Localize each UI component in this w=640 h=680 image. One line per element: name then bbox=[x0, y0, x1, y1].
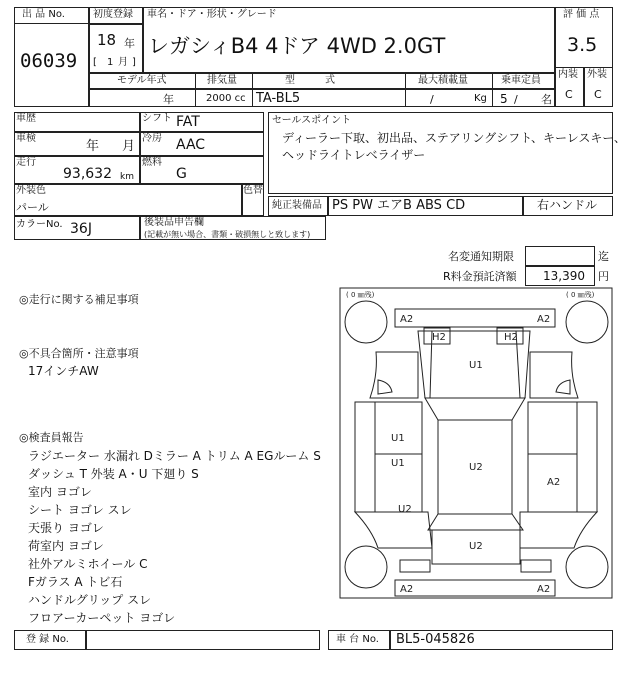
lot-number: 06039 bbox=[20, 50, 78, 72]
rear-fender-right bbox=[520, 512, 597, 548]
exterior-value: C bbox=[594, 88, 602, 101]
shaken-month-unit: 月 bbox=[122, 139, 136, 154]
mirror-right bbox=[556, 380, 570, 394]
mileage-unit: km bbox=[120, 172, 134, 182]
inspector-line: 天張り ヨゴレ bbox=[28, 521, 104, 535]
ac-label: 冷房 bbox=[142, 133, 162, 144]
damage-mark: U2 bbox=[469, 541, 483, 552]
first-reg-year-unit: 年 bbox=[124, 37, 135, 50]
shaken-label: 車検 bbox=[16, 133, 36, 144]
sales-points-label: セールスポイント bbox=[272, 115, 352, 126]
history-label: 車歴 bbox=[16, 113, 36, 124]
damage-mark: H2 bbox=[504, 332, 518, 343]
grade-label: 評 価 点 bbox=[563, 9, 600, 20]
defects-line: 17インチAW bbox=[28, 364, 99, 378]
tire-left-label: ( 0 ㎜残) bbox=[346, 291, 375, 299]
wheel-rear-left bbox=[345, 546, 387, 588]
exterior-label: 外装 bbox=[587, 69, 607, 80]
inspector-line: ダッシュ T 外装 A・U 下廻り S bbox=[28, 467, 199, 481]
load-unit: Kg bbox=[474, 93, 487, 104]
chassis-label: 車 台 No. bbox=[336, 634, 379, 645]
inspector-line: 荷室内 ヨゴレ bbox=[28, 539, 104, 553]
first-reg-month-unit: 月 bbox=[118, 57, 128, 68]
sales-points-line-2: ヘッドライトレベライザー bbox=[282, 148, 426, 162]
color-change-label: 色替 bbox=[243, 185, 263, 196]
damage-mark: U1 bbox=[391, 458, 405, 469]
deadline-label: 名変通知期限 bbox=[448, 250, 514, 263]
displacement-label: 排気量 bbox=[207, 75, 237, 86]
sales-points-line-1: ディーラー下取、初出品、ステアリングシフト、キーレスキー、 bbox=[282, 131, 626, 145]
taillight-right bbox=[521, 560, 551, 572]
damage-mark: U1 bbox=[391, 433, 405, 444]
model-year-label: モデル年式 bbox=[117, 75, 167, 86]
capacity-separator: / bbox=[514, 93, 518, 106]
aftermarket-note: (記載が無い場合、書類・破損無しと致します) bbox=[144, 230, 311, 239]
chassis-value: BL5-045826 bbox=[396, 632, 475, 647]
windshield bbox=[425, 398, 525, 420]
capacity-value: 5 bbox=[500, 92, 508, 106]
damage-mark: A2 bbox=[547, 477, 561, 488]
body-left-side bbox=[355, 402, 375, 512]
shift-label: シフト bbox=[142, 113, 172, 124]
fuel-value: G bbox=[176, 166, 187, 182]
load-separator: / bbox=[430, 93, 434, 106]
front-fender-left bbox=[370, 352, 418, 398]
recycle-value: 13,390 bbox=[543, 269, 585, 283]
first-reg-month: 1 bbox=[107, 57, 114, 68]
mileage-value: 93,632 bbox=[63, 166, 112, 182]
defects-title: ◎不具合箇所・注意事項 bbox=[19, 347, 139, 360]
mileage-label: 走行 bbox=[16, 157, 36, 168]
vehicle-label: 車名・ドア・形状・グレード bbox=[147, 9, 277, 20]
deadline-unit: 迄 bbox=[598, 250, 609, 263]
inspector-title: ◎検査員報告 bbox=[19, 431, 84, 444]
interior-value: C bbox=[565, 88, 573, 101]
displacement-value: 2000 cc bbox=[206, 93, 246, 104]
aftermarket-label: 後装品申告欄 bbox=[144, 217, 204, 228]
capacity-unit: 名 bbox=[541, 93, 552, 106]
recycle-unit: 円 bbox=[598, 270, 609, 283]
steering-value: 右ハンドル bbox=[537, 198, 598, 212]
model-year-unit: 年 bbox=[163, 93, 174, 106]
color-no-label: カラーNo. bbox=[16, 219, 63, 230]
load-label: 最大積載量 bbox=[418, 75, 468, 86]
reg-no-value-cell bbox=[86, 630, 320, 650]
wheel-front-right bbox=[566, 301, 608, 343]
rear-fender-left bbox=[355, 512, 432, 548]
damage-mark: U1 bbox=[469, 360, 483, 371]
mirror-left bbox=[378, 380, 392, 394]
first-reg-year: 18 bbox=[97, 31, 117, 49]
lot-label: 出 品 No. bbox=[22, 9, 65, 20]
equipment-label: 純正装備品 bbox=[272, 200, 322, 211]
damage-mark: A2 bbox=[537, 314, 551, 325]
rear-bumper bbox=[395, 580, 555, 596]
damage-mark: H2 bbox=[432, 332, 446, 343]
driving-notes-title: ◎走行に関する補足事項 bbox=[19, 293, 139, 306]
inspector-line: 室内 ヨゴレ bbox=[28, 485, 92, 499]
taillight-left bbox=[400, 560, 430, 572]
color-no-value: 36J bbox=[70, 221, 92, 237]
reg-no-label: 登 録 No. bbox=[26, 634, 69, 645]
front-door-right bbox=[528, 402, 577, 454]
exterior-color-label: 外装色 bbox=[16, 185, 46, 196]
inspector-line: ハンドルグリップ スレ bbox=[28, 593, 152, 607]
type-label: 型 式 bbox=[285, 75, 335, 86]
exterior-color-value: パール bbox=[16, 201, 49, 214]
capacity-label: 乗車定員 bbox=[501, 75, 541, 86]
damage-mark: A2 bbox=[400, 314, 414, 325]
shaken-year-unit: 年 bbox=[86, 139, 100, 154]
body-right-side bbox=[577, 402, 597, 512]
shift-value: FAT bbox=[176, 114, 200, 130]
inspector-line: Fガラス A トビ石 bbox=[28, 575, 123, 589]
wheel-front-left bbox=[345, 301, 387, 343]
damage-mark: U2 bbox=[469, 462, 483, 473]
front-bumper bbox=[395, 309, 555, 327]
equipment-value: PS PW エアB ABS CD bbox=[332, 198, 466, 213]
type-value: TA-BL5 bbox=[256, 91, 301, 106]
wheel-rear-right bbox=[566, 546, 608, 588]
fuel-label: 燃料 bbox=[142, 157, 162, 168]
interior-label: 内装 bbox=[558, 69, 578, 80]
ac-value: AAC bbox=[176, 137, 206, 153]
tire-right-label: ( 0 ㎜残) bbox=[566, 291, 595, 299]
vehicle-name: レガシィB4 4ドア 4WD 2.0GT bbox=[148, 34, 446, 58]
front-fender-right bbox=[530, 352, 578, 398]
inspector-line: シート ヨゴレ スレ bbox=[28, 503, 132, 517]
damage-mark: A2 bbox=[537, 584, 551, 595]
recycle-label: R料金預託済額 bbox=[443, 270, 517, 283]
first-reg-label: 初度登録 bbox=[93, 9, 133, 20]
inspector-line: フロアーカーペット ヨゴレ bbox=[28, 611, 176, 625]
grade-value: 3.5 bbox=[567, 34, 598, 56]
first-reg-month-open: [ bbox=[93, 57, 97, 68]
inspector-line: ラジエーター 水漏れ Dミラー A トリム A EGルーム S bbox=[28, 449, 321, 463]
front-door-left bbox=[375, 402, 422, 454]
first-reg-month-close: ] bbox=[132, 57, 136, 68]
damage-mark: U2 bbox=[398, 504, 412, 515]
rear-window bbox=[428, 514, 523, 530]
inspector-line: 社外アルミホイール C bbox=[28, 557, 148, 571]
damage-mark: A2 bbox=[400, 584, 414, 595]
